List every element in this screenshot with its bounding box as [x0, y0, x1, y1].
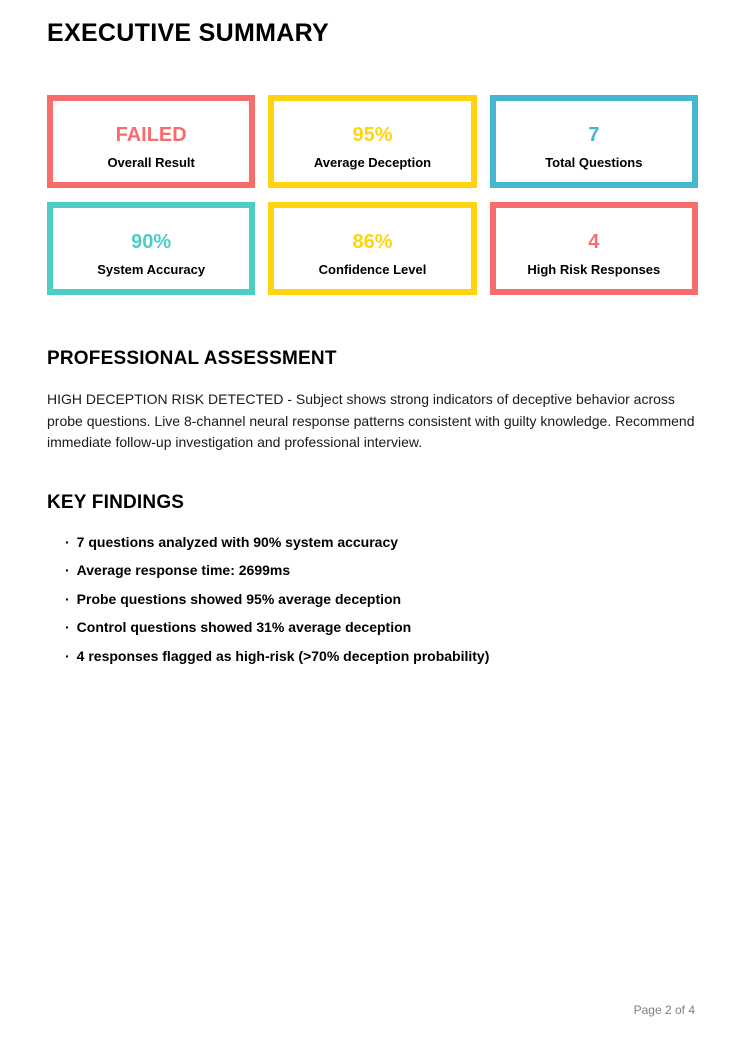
summary-card-overall-result	[47, 95, 255, 188]
summary-card-high-risk-responses	[490, 202, 698, 295]
card-label: Confidence Level	[318, 261, 427, 277]
card-label: Average Deception	[313, 154, 432, 170]
summary-cards-grid	[47, 95, 698, 295]
key-finding-item	[65, 592, 698, 606]
card-value: 90%	[131, 230, 172, 253]
key-finding-item	[65, 620, 698, 634]
summary-card-confidence-level	[268, 202, 476, 295]
key-findings-list	[47, 535, 698, 663]
summary-card-system-accuracy	[47, 202, 255, 295]
card-label: System Accuracy	[97, 261, 206, 277]
card-value: 7	[588, 123, 600, 146]
key-findings-heading: KEY FINDINGS	[47, 491, 185, 513]
bullet-dot: ·	[65, 619, 70, 635]
card-value: FAILED	[115, 123, 187, 146]
assessment-paragraph: HIGH DECEPTION RISK DETECTED - Subject shows strong indicators of deceptive behavior across probe questions. Live 8-channel neural response patterns consistent with guilty knowledge. Recommend immediate follow-up investigation and professional interview.	[47, 391, 695, 450]
page-number: Page 2 of 4	[633, 1003, 695, 1017]
key-finding-item	[65, 563, 698, 577]
card-label: Total Questions	[545, 154, 643, 170]
card-value: 86%	[352, 230, 393, 253]
key-finding-text: Average response time: 2699ms	[76, 562, 291, 578]
key-finding-text: 4 responses flagged as high-risk (>70% deception probability)	[76, 647, 490, 664]
key-finding-item	[65, 649, 698, 663]
key-finding-text: Probe questions showed 95% average deception	[76, 590, 402, 607]
bullet-dot: ·	[65, 562, 70, 578]
bullet-dot: ·	[65, 647, 70, 664]
professional-assessment-heading: PROFESSIONAL ASSESSMENT	[47, 348, 337, 369]
key-finding-text: 7 questions analyzed with 90% system accuracy	[76, 533, 399, 550]
bullet-dot: ·	[65, 590, 70, 607]
card-value: 95%	[352, 123, 393, 146]
key-finding-text: Control questions showed 31% average deception	[76, 619, 412, 635]
card-value: 4	[588, 230, 600, 253]
page-title: EXECUTIVE SUMMARY	[47, 19, 329, 47]
summary-card-total-questions	[490, 95, 698, 188]
card-label: Overall Result	[107, 154, 195, 170]
bullet-dot: ·	[65, 533, 70, 550]
card-label: High Risk Responses	[527, 261, 661, 277]
key-finding-item	[65, 535, 698, 549]
summary-card-average-deception	[268, 95, 476, 188]
